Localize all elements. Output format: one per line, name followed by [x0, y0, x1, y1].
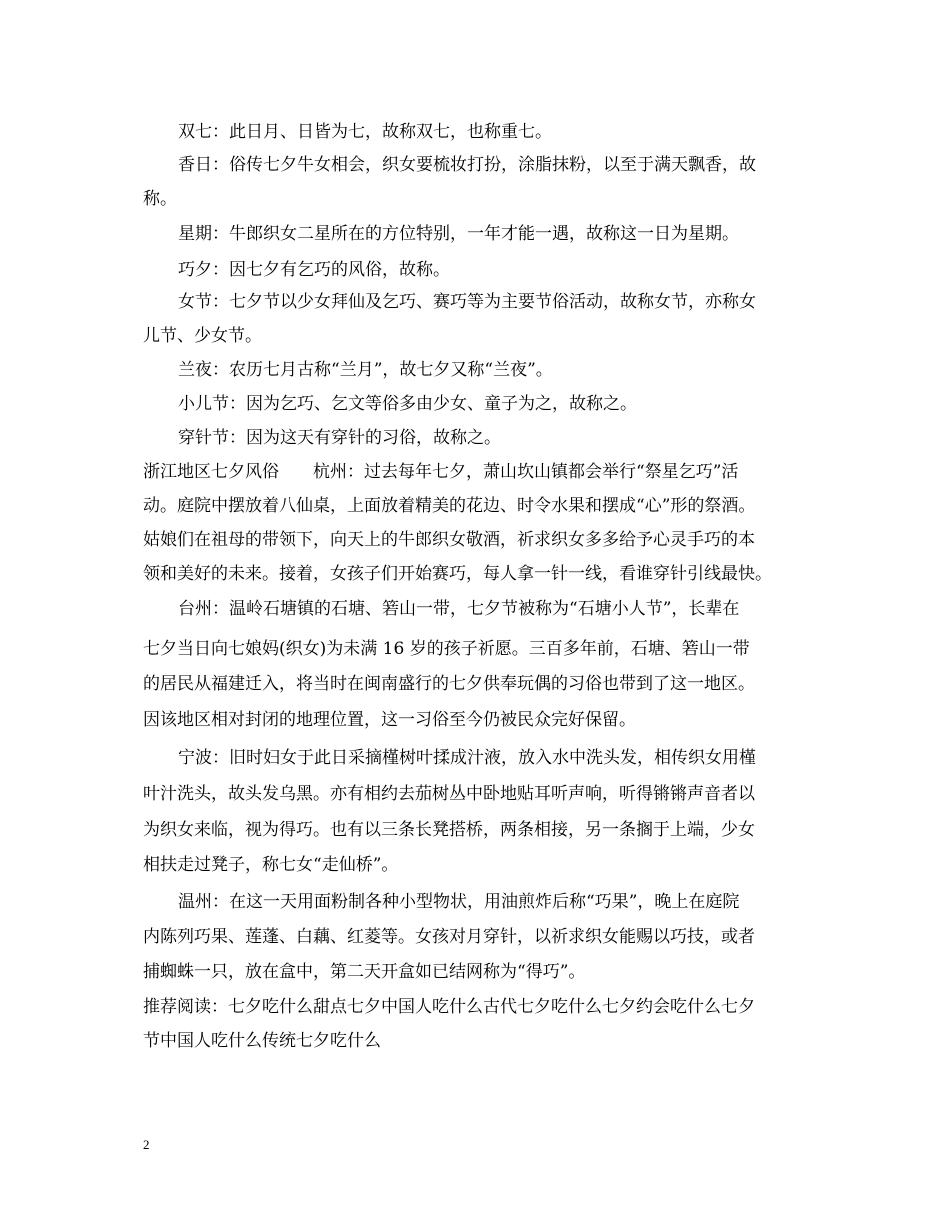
recommended-reading-line: 推荐阅读：七夕吃什么甜点七夕中国人吃什么古代七夕吃什么七夕约会吃什么七夕	[143, 997, 755, 1017]
text-line: 七夕当日向七娘妈(织女)为未满 16 岁的孩子祈愿。三百多年前，石塘、箬山一带	[143, 639, 750, 659]
text-line: 台州：温岭石塘镇的石塘、箬山一带，七夕节被称为“石塘小人节”，长辈在	[178, 599, 740, 619]
text-line: 动。庭院中摆放着八仙桌，上面放着精美的花边、时令水果和摆成“心”形的祭酒。	[143, 496, 756, 516]
text-line: 领和美好的未来。接着，女孩子们开始赛巧，每人拿一针一线，看谁穿针引线最快。	[143, 564, 772, 584]
page-number: 2	[143, 1137, 150, 1152]
text-line: 因该地区相对封闭的地理位置，这一习俗至今仍被民众完好保留。	[143, 710, 636, 730]
text-line: 巧夕：因七夕有乞巧的风俗，故称。	[178, 260, 450, 280]
text-line: 为织女来临，视为得巧。也有以三条长凳搭桥，两条相接，另一条搁于上端，少女	[143, 820, 755, 840]
text-line: 女节：七夕节以少女拜仙及乞巧、赛巧等为主要节俗活动，故称女节，亦称女	[178, 292, 756, 312]
text-line: 兰夜：农历七月古称“兰月”，故七夕又称“兰夜”。	[178, 360, 553, 380]
text-line: 双七：此日月、日皆为七，故称双七，也称重七。	[178, 122, 552, 142]
text-line: 香日：俗传七夕牛女相会，织女要梳妆打扮，涂脂抹粉，以至于满天飘香，故	[178, 155, 756, 175]
text-line: 姑娘们在祖母的带领下，向天上的牛郎织女敬酒，祈求织女多多给予心灵手巧的本	[143, 530, 755, 550]
section-heading-line: 浙江地区七夕风俗 杭州：过去每年七夕，萧山坎山镇都会举行“祭星乞巧”活	[143, 462, 739, 482]
text-line: 穿针节：因为这天有穿针的习俗，故称之。	[178, 428, 501, 448]
text-line: 叶汁洗头，故头发乌黑。亦有相约去茄树丛中卧地贴耳听声响，听得锵锵声音者以	[143, 784, 755, 804]
text-line: 称。	[143, 189, 177, 209]
text-line: 宁波：旧时妇女于此日采摘槿树叶揉成汁液，放入水中洗头发，相传织女用槿	[178, 748, 756, 768]
text-line: 内陈列巧果、莲蓬、白藕、红菱等。女孩对月穿针，以祈求织女能赐以巧技，或者	[143, 927, 755, 947]
text-line: 捕蜘蛛一只，放在盒中，第二天开盒如已结网称为“得巧”。	[143, 962, 586, 982]
recommended-reading-line: 节中国人吃什么传统七夕吃什么	[143, 1031, 381, 1051]
text-line: 的居民从福建迁入，将当时在闽南盛行的七夕供奉玩偶的习俗也带到了这一地区。	[143, 674, 755, 694]
text-line: 相扶走过凳子，称七女“走仙桥”。	[143, 855, 399, 875]
text-line: 小儿节：因为乞巧、乞文等俗多由少女、童子为之，故称之。	[178, 394, 637, 414]
text-line: 儿节、少女节。	[143, 326, 262, 346]
text-line: 星期：牛郎织女二星所在的方位特别，一年才能一遇，故称这一日为星期。	[178, 224, 739, 244]
text-line: 温州：在这一天用面粉制各种小型物状，用油煎炸后称“巧果”，晚上在庭院	[178, 892, 740, 912]
